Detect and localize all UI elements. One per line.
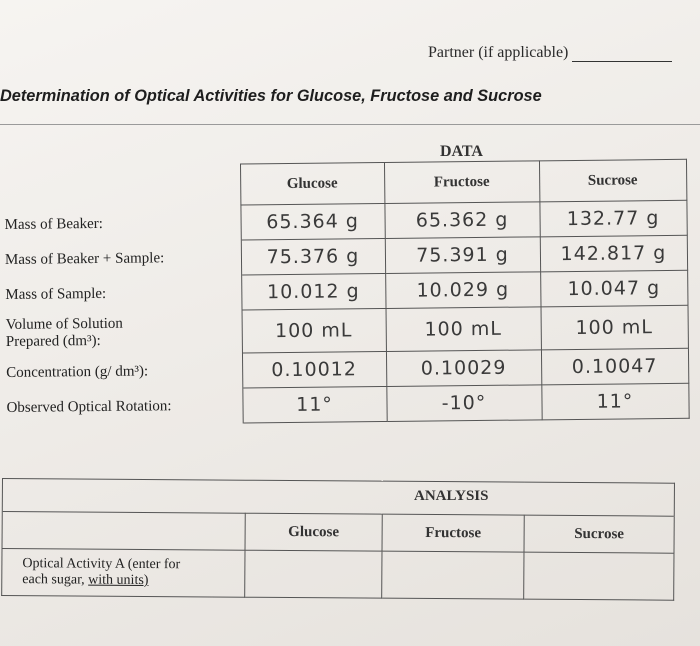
fructose-mass-beaker-cell[interactable]: 65.362 g xyxy=(384,202,539,239)
col-sucrose: Sucrose xyxy=(539,159,686,202)
analysis-heading-row xyxy=(2,479,674,517)
row-label: Observed Optical Rotation: xyxy=(6,398,172,416)
analysis-header-row xyxy=(2,512,674,554)
sucrose-optical-activity-input[interactable] xyxy=(524,552,674,600)
fructose-concentration-cell[interactable]: 0.10029 xyxy=(386,350,541,387)
col-fructose: Fructose xyxy=(384,161,539,204)
optical-activity-label-part2: each sugar, xyxy=(22,572,89,588)
analysis-heading: ANALYSIS xyxy=(414,488,489,504)
title-divider xyxy=(0,124,700,125)
sucrose-rotation-cell[interactable]: 11° xyxy=(541,383,688,420)
analysis-col-glucose: Glucose xyxy=(245,513,382,551)
partner-field xyxy=(428,44,672,62)
sucrose-concentration-cell[interactable]: 0.10047 xyxy=(541,348,688,385)
row-label: Mass of Sample: xyxy=(5,285,107,303)
analysis-table xyxy=(1,478,675,601)
glucose-rotation-cell[interactable]: 11° xyxy=(242,386,386,423)
analysis-heading-cell xyxy=(2,479,674,517)
glucose-mass-beaker-sample-cell[interactable]: 75.376 g xyxy=(241,238,385,275)
row-label-line1: Volume of Solution xyxy=(5,315,123,333)
row-label: Mass of Beaker + Sample: xyxy=(4,250,165,268)
glucose-concentration-cell[interactable]: 0.10012 xyxy=(242,351,386,388)
data-header-row xyxy=(0,159,686,207)
partner-label: Partner (if applicable) xyxy=(428,44,569,61)
row-label-line2: Prepared (dm³): xyxy=(5,332,101,350)
fructose-rotation-cell[interactable]: -10° xyxy=(386,385,541,422)
row-label: Concentration (g/ dm³): xyxy=(6,363,149,381)
optical-activity-label xyxy=(2,556,244,590)
analysis-optical-activity-row xyxy=(2,549,674,601)
glucose-mass-sample-cell[interactable]: 10.012 g xyxy=(241,273,385,310)
row-label: Mass of Beaker: xyxy=(4,215,104,233)
sucrose-mass-beaker-cell[interactable]: 132.77 g xyxy=(539,200,686,237)
page-title: Determination of Optical Activities for Glucose, Fructose and Sucrose xyxy=(0,86,542,105)
glucose-volume-cell[interactable]: 100 mL xyxy=(242,308,386,353)
analysis-col-sucrose: Sucrose xyxy=(524,515,674,553)
analysis-section xyxy=(1,478,674,607)
optical-activity-label-part1: Optical Activity A (enter for xyxy=(22,556,181,573)
sucrose-mass-sample-cell[interactable]: 10.047 g xyxy=(540,270,687,307)
analysis-col-fructose: Fructose xyxy=(382,514,524,552)
sucrose-volume-cell[interactable]: 100 mL xyxy=(541,305,688,350)
fructose-mass-sample-cell[interactable]: 10.029 g xyxy=(385,272,540,309)
row-observed-rotation xyxy=(2,383,688,425)
data-table xyxy=(0,159,689,426)
col-glucose: Glucose xyxy=(240,162,384,205)
analysis-corner-cell xyxy=(2,512,245,551)
partner-blank-line xyxy=(572,47,672,62)
fructose-optical-activity-input[interactable] xyxy=(382,551,524,599)
fructose-mass-beaker-sample-cell[interactable]: 75.391 g xyxy=(385,237,540,274)
glucose-mass-beaker-cell[interactable]: 65.364 g xyxy=(240,203,384,240)
data-corner-cell xyxy=(0,164,240,208)
optical-activity-label-units: with units) xyxy=(88,572,149,589)
glucose-optical-activity-input[interactable] xyxy=(245,550,382,598)
row-volume-of-solution xyxy=(2,305,688,355)
fructose-volume-cell[interactable]: 100 mL xyxy=(386,307,541,352)
data-heading: DATA xyxy=(440,143,483,160)
sucrose-mass-beaker-sample-cell[interactable]: 142.817 g xyxy=(540,235,687,272)
